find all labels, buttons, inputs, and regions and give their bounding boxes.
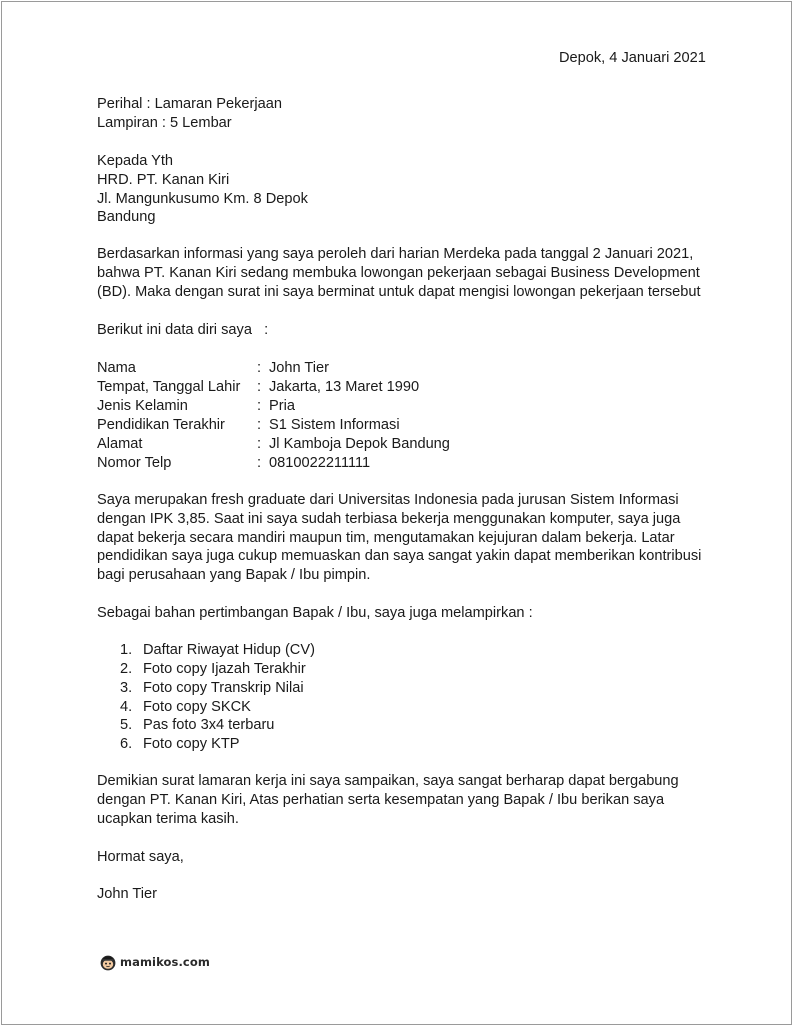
letter-subject [97,95,282,133]
identity-value: Pria [269,398,295,414]
closing-paragraph [97,772,717,828]
list-text: Foto copy SKCK [143,699,251,715]
profile-paragraph [97,491,717,585]
subject-line: Perihal : Lamaran Pekerjaan [97,96,282,112]
mamikos-mascot-icon [99,953,117,971]
paragraph-line: dengan PT. Kanan Kiri, Atas perhatian serta kesempatan yang Bapak / Ibu berikan saya [97,791,665,808]
list-number: 2. [120,661,133,677]
identity-value: John Tier [269,360,330,376]
identity-value: 0810022211111 [269,455,371,471]
paragraph-line: dapat bekerja secara mandiri maupun tim, mengutamakan kejujuran dalam bekerja. Latar [97,529,675,546]
list-number: 3. [120,680,133,696]
recipient-line: Kepada Yth [97,153,174,169]
list-text: Foto copy KTP [143,736,240,752]
identity-separator: : [257,455,262,471]
paragraph-line: bagi perusahaan yang Bapak / Ibu pimpin. [97,567,371,584]
intro-paragraph [97,245,717,301]
paragraph-line: Demikian surat lamaran kerja ini saya sampaikan, saya sangat berharap dapat bergabung [97,773,679,789]
identity-separator: : [257,379,262,395]
list-text: Pas foto 3x4 terbaru [143,717,275,733]
identity-separator: : [257,436,262,452]
paragraph-line: ucapkan terima kasih. [97,810,239,827]
data-intro: Berikut ini data diri saya : [97,322,269,338]
attachment-count-line: Lampiran : 5 Lembar [97,114,232,131]
letter-recipient [97,152,308,227]
list-number: 1. [120,642,133,658]
identity-separator: : [257,417,262,433]
list-number: 6. [120,736,133,752]
recipient-line: Jl. Mangunkusumo Km. 8 Depok [97,190,308,207]
identity-label: Nomor Telp [97,455,172,471]
paragraph-line: (BD). Maka dengan surat ini saya berminat untuk dapat mengisi lowongan pekerjaan tersebut [97,283,701,300]
identity-label: Tempat, Tanggal Lahir [97,379,241,395]
recipient-line: HRD. PT. Kanan Kiri [97,171,230,188]
paragraph-line: pendidikan saya juga cukup memuaskan dan saya sangat yakin dapat memberikan kontribusi [97,548,702,565]
signature-name: John Tier [97,886,158,902]
list-number: 4. [120,699,133,715]
list-text: Foto copy Transkrip Nilai [143,680,304,696]
identity-value: S1 Sistem Informasi [269,417,400,433]
list-text: Foto copy Ijazah Terakhir [143,661,306,677]
letter-page [1,1,792,1025]
identity-value: Jl Kamboja Depok Bandung [269,436,450,452]
paragraph-line: Berdasarkan informasi yang saya peroleh dari harian Merdeka pada tanggal 2 Januari 2021, [97,246,694,262]
paragraph-line: dengan IPK 3,85. Saat ini saya sudah terbiasa bekerja menggunakan komputer, saya juga [97,510,681,527]
identity-label: Alamat [97,436,143,452]
attachments-intro: Sebagai bahan pertimbangan Bapak / Ibu, saya juga melampirkan : [97,605,533,621]
identity-label: Nama [97,360,136,376]
list-number: 5. [120,717,133,733]
identity-separator: : [257,360,262,376]
recipient-line: Bandung [97,209,156,226]
watermark-text: mamikos.com [120,955,210,969]
paragraph-line: bahwa PT. Kanan Kiri sedang membuka lowongan pekerjaan sebagai Business Development [97,264,700,281]
mamikos-watermark [99,952,210,972]
identity-label: Pendidikan Terakhir [97,417,225,433]
identity-label: Jenis Kelamin [97,398,188,414]
identity-value: Jakarta, 13 Maret 1990 [269,379,420,395]
paragraph-line: Saya merupakan fresh graduate dari Universitas Indonesia pada jurusan Sistem Informasi [97,492,679,508]
identity-separator: : [257,398,262,414]
list-text: Daftar Riwayat Hidup (CV) [143,642,315,658]
salutation: Hormat saya, [97,849,184,865]
letter-date: Depok, 4 Januari 2021 [559,50,706,66]
